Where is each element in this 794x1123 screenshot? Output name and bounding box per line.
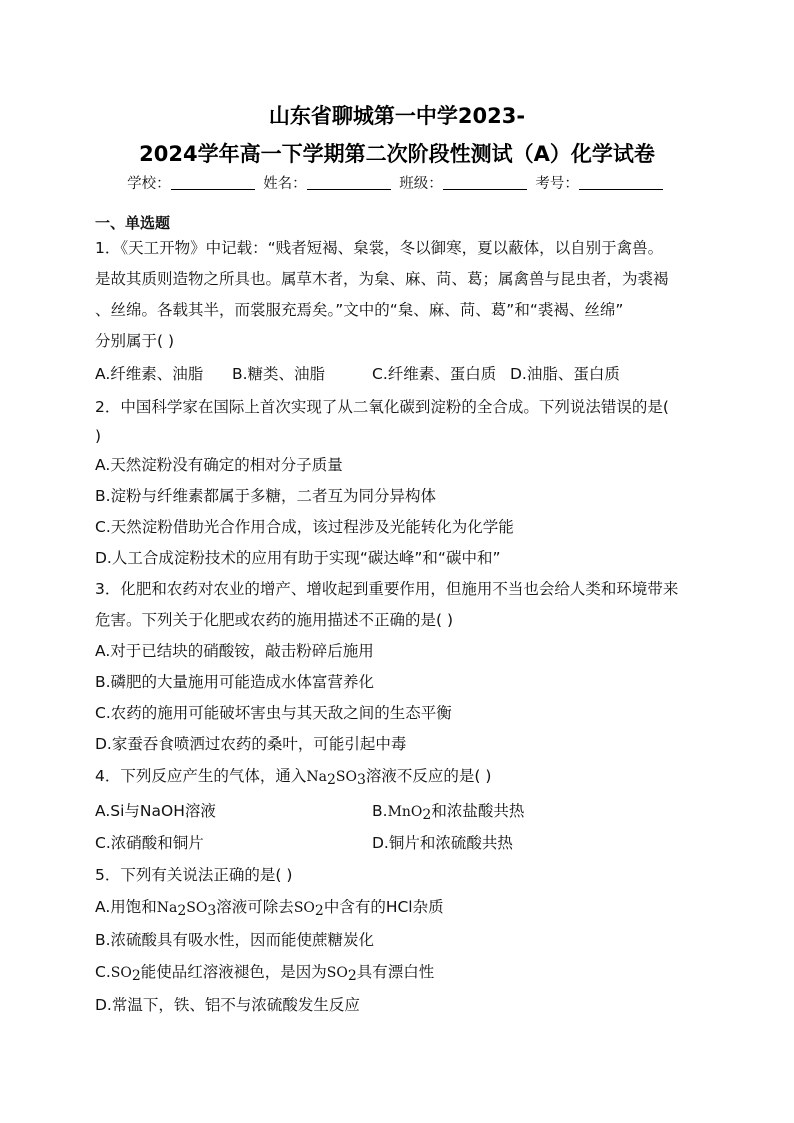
q4-formula-na: Na bbox=[306, 769, 327, 785]
school-blank[interactable] bbox=[171, 189, 255, 190]
q2-option-c: C.天然淀粉借助光合作用合成，该过程涉及光能转化为化学能 bbox=[95, 518, 514, 536]
exam-title-line2: 2024学年高一下学期第二次阶段性测试（A）化学试卷 bbox=[139, 142, 655, 166]
q5-option-a-formula3: SO bbox=[293, 900, 315, 916]
q4-option-b bbox=[372, 801, 524, 825]
q1-option-b: B.糖类、油脂 bbox=[232, 365, 326, 383]
q2-option-a: A.天然淀粉没有确定的相对分子质量 bbox=[95, 456, 343, 474]
q4-option-b-sub: 2 bbox=[422, 807, 432, 823]
q5-option-a-sub2: 3 bbox=[207, 903, 217, 919]
q5-option-a-mid: 溶液可除去 bbox=[216, 898, 294, 916]
q1-option-a: A.纤维素、油脂 bbox=[95, 365, 204, 383]
q1-option-c: C.纤维素、蛋白质 bbox=[372, 365, 497, 383]
q5-option-c-sub2: 2 bbox=[347, 968, 357, 984]
student-info-row bbox=[0, 172, 794, 193]
q5-option-c bbox=[95, 962, 434, 986]
q4-option-d: D.铜片和浓硫酸共热 bbox=[372, 834, 513, 852]
section-title: 一、单选题 bbox=[95, 214, 171, 232]
q4-formula-sub2: 3 bbox=[356, 772, 366, 788]
q5-option-a bbox=[95, 897, 444, 921]
q5-option-b: B.浓硫酸具有吸水性，因而能使蔗糖炭化 bbox=[95, 931, 375, 949]
q4-formula-so: SO bbox=[335, 769, 357, 785]
q3-stem-line2: 危害。下列关于化肥或农药的施用描述不正确的是( ) bbox=[95, 611, 454, 629]
q5-option-c-pre: C. bbox=[95, 963, 111, 981]
exam-title-line1: 山东省聊城第一中学2023- bbox=[268, 104, 526, 128]
q2-stem-line2: ) bbox=[95, 427, 102, 445]
name-label: 姓名： bbox=[263, 176, 307, 192]
number-label: 考号： bbox=[535, 176, 579, 192]
q3-option-a: A.对于已结块的硝酸铵，敲击粉碎后施用 bbox=[95, 642, 374, 660]
q5-option-a-formula2: SO bbox=[186, 900, 208, 916]
q5-option-d: D.常温下，铁、铝不与浓硫酸发生反应 bbox=[95, 996, 360, 1014]
q5-option-a-formula1: Na bbox=[156, 900, 178, 916]
q3-option-c: C.农药的施用可能破坏害虫与其天敌之间的生态平衡 bbox=[95, 704, 452, 722]
q2-option-d: D.人工合成淀粉技术的应用有助于实现“碳达峰”和“碳中和” bbox=[95, 549, 501, 567]
q4-formula-sub1: 2 bbox=[326, 772, 336, 788]
school-label: 学校： bbox=[127, 176, 171, 192]
q5-option-c-post: 具有漂白性 bbox=[356, 963, 435, 981]
q1-stem-line1: 1．《天工开物》中记载：“贱者短褐、枲裳，冬以御寒，夏以蔽体，以自别于禽兽。 bbox=[95, 239, 664, 257]
q5-option-a-sub3: 2 bbox=[314, 903, 324, 919]
q4-option-a: A.Si与NaOH溶液 bbox=[95, 802, 216, 820]
q2-stem-line1: 2．中国科学家在国际上首次实现了从二氧化碳到淀粉的全合成。下列说法错误的是( bbox=[95, 398, 669, 416]
q3-option-d: D.家蚕吞食喷洒过农药的桑叶，可能引起中毒 bbox=[95, 735, 407, 753]
q1-stem-line2: 是故其质则造物之所具也。属草木者，为枲、麻、苘、葛；属禽兽与昆虫者，为裘褐 bbox=[95, 270, 669, 288]
q4-stem-post: 溶液不反应的是( ) bbox=[365, 767, 492, 785]
q5-option-c-mid: 能使品红溶液褪色，是因为 bbox=[140, 963, 327, 981]
q1-option-d: D.油脂、蛋白质 bbox=[510, 365, 620, 383]
q5-option-a-post: 中含有的HCl杂质 bbox=[323, 898, 444, 916]
q5-stem: 5．下列有关说法正确的是( ) bbox=[95, 866, 293, 884]
q3-stem-line1: 3．化肥和农药对农业的增产、增收起到重要作用，但施用不当也会给人类和环境带来 bbox=[95, 580, 679, 598]
class-label: 班级： bbox=[399, 176, 443, 192]
q4-option-b-post: 和浓盐酸共热 bbox=[431, 802, 525, 820]
q2-option-b: B.淀粉与纤维素都属于多糖，二者互为同分异构体 bbox=[95, 487, 437, 505]
q1-stem-line3: 、丝绵。各载其半，而裳服充焉矣。”文中的“枲、麻、苘、葛”和“裘褐、丝绵” bbox=[95, 301, 624, 319]
q5-option-c-formula2: SO bbox=[326, 965, 348, 981]
q4-stem bbox=[95, 766, 491, 790]
class-blank[interactable] bbox=[443, 189, 527, 190]
name-blank[interactable] bbox=[307, 189, 391, 190]
q5-option-c-formula1: SO bbox=[110, 965, 132, 981]
q5-option-a-pre: A.用饱和 bbox=[95, 898, 157, 916]
q4-option-c: C.浓硝酸和铜片 bbox=[95, 834, 204, 852]
q4-option-b-formula: MnO bbox=[387, 804, 423, 820]
q1-stem-line4: 分别属于( ) bbox=[95, 332, 175, 350]
q5-option-a-sub1: 2 bbox=[177, 903, 187, 919]
number-blank[interactable] bbox=[579, 189, 663, 190]
q4-option-b-pre: B. bbox=[372, 802, 388, 820]
q3-option-b: B.磷肥的大量施用可能造成水体富营养化 bbox=[95, 673, 375, 691]
q4-stem-pre: 4．下列反应产生的气体，通入 bbox=[95, 767, 307, 785]
q5-option-c-sub1: 2 bbox=[131, 968, 141, 984]
